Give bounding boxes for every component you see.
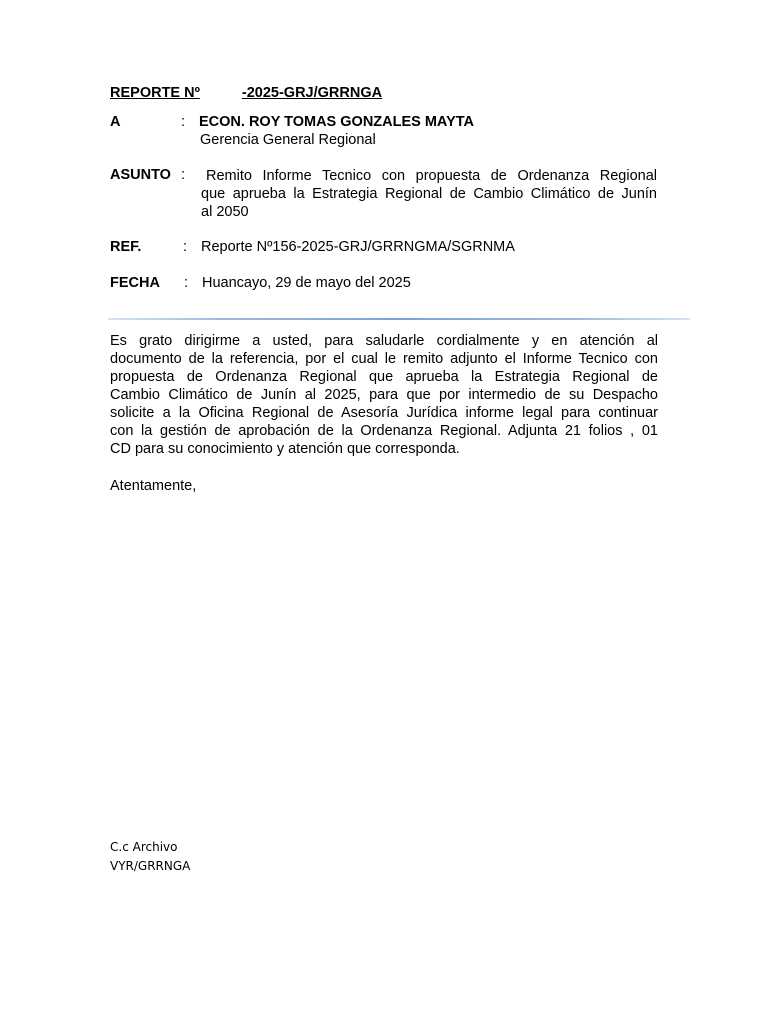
field-label-asunto: ASUNTO bbox=[110, 167, 171, 183]
field-label-fecha: FECHA bbox=[110, 275, 160, 291]
recipient-position: Gerencia General Regional bbox=[200, 132, 376, 148]
field-colon-asunto: : bbox=[181, 167, 186, 183]
subject-line: al 2050 bbox=[201, 204, 249, 220]
body-line: propuesta de Ordenanza Regional que aprueba la Estrategia Regional de bbox=[110, 369, 658, 385]
header-divider bbox=[108, 318, 690, 320]
report-title-suffix: -2025-GRJ/GRRNGA bbox=[241, 85, 383, 101]
subject-text bbox=[201, 167, 657, 221]
field-label-a: A bbox=[110, 114, 121, 130]
field-label-ref: REF. bbox=[110, 239, 142, 255]
letter-body bbox=[110, 332, 658, 458]
body-line: con la gestión de aprobación de la Ordenanza Regional. Adjunta 21 folios , 01 bbox=[110, 423, 658, 439]
report-title-prefix: REPORTE Nº bbox=[110, 85, 200, 101]
closing-salutation: Atentamente, bbox=[110, 478, 197, 494]
reference-value: Reporte Nº156-2025-GRJ/GRRNGMA/SGRNMA bbox=[201, 239, 515, 255]
author-initials: VYR/GRRNGA bbox=[110, 859, 191, 873]
field-colon-ref: : bbox=[183, 239, 188, 255]
recipient-name: ECON. ROY TOMAS GONZALES MAYTA bbox=[199, 114, 474, 130]
body-line: solicite a la Oficina Regional de Asesoría Jurídica informe legal para continuar bbox=[110, 405, 658, 421]
report-title bbox=[110, 85, 382, 101]
body-line: Cambio Climático de Junín al 2025, para que por intermedio de su Despacho bbox=[110, 387, 658, 403]
body-line: documento de la referencia, por el cual le remito adjunto el Informe Tecnico con bbox=[110, 351, 658, 367]
field-colon-fecha: : bbox=[184, 275, 189, 291]
date-value: Huancayo, 29 de mayo del 2025 bbox=[202, 275, 411, 291]
cc-archive: C.c Archivo bbox=[110, 840, 178, 854]
body-line: Es grato dirigirme a usted, para saludarle cordialmente y en atención al bbox=[110, 333, 658, 349]
subject-line: Remito Informe Tecnico con propuesta de Ordenanza Regional bbox=[206, 168, 657, 184]
body-line: CD para su conocimiento y atención que corresponda. bbox=[110, 441, 460, 457]
field-colon-a: : bbox=[181, 114, 186, 130]
subject-line: que aprueba la Estrategia Regional de Cambio Climático de Junín bbox=[201, 186, 657, 202]
